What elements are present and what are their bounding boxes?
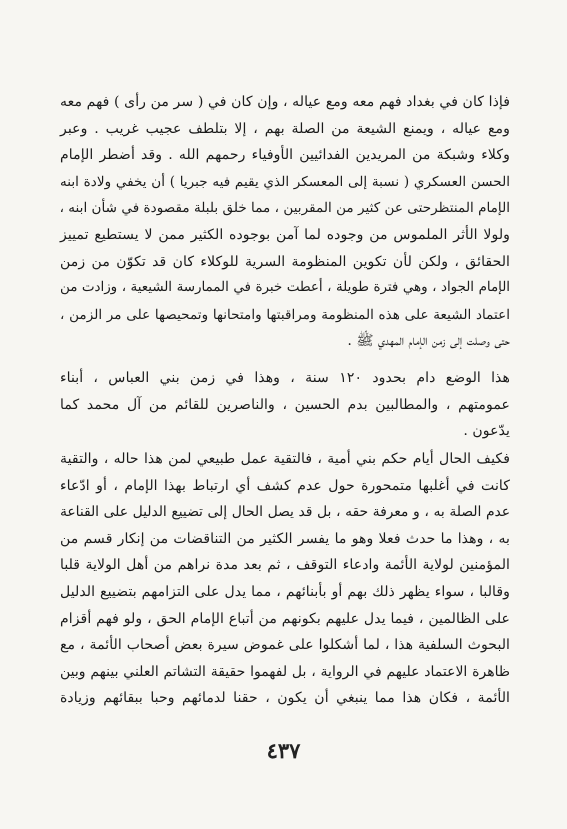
- text-line: كانت في أغلبها متمحورة حول عدم كشف أي ارتباط بهذا الإمام ، أو ادّعاء: [60, 477, 510, 494]
- text-line: المؤمنين لولاية الأئمة وادعاء التوقف ، ثم بعد مدة نراهم من أهل الولاية قلبا: [60, 557, 510, 574]
- text-line: الحسن العسكري ( نسبة إلى المعسكر الذي يقيم فيه جبريا ) أن يخفي ولادة ابنه: [60, 173, 510, 190]
- paragraph-1: [60, 89, 510, 355]
- text-line: وقالبا ، سواء يظهر ذلك بهم أو بأبنائهم ، مما يدل على التزامهم بتضييع الدليل: [60, 583, 510, 600]
- paragraph-3: [60, 446, 510, 712]
- text-line: به ، وهذا ما حدث فعلا وهو ما يفسر الكثير من التناقضات من إنكار قسم من: [60, 530, 510, 547]
- text-line: فإذا كان في بغداد فهم معه ومع عياله ، وإن كان في ( سر من رأى ) فهم معه: [60, 94, 510, 110]
- page-number: ٤٣٧: [266, 738, 301, 763]
- text-line: الإمام المنتظرحتى عن كثير من المقربين ، مما خلق بلبلة مقصودة في شأن ابنه ،: [59, 200, 510, 217]
- text-line: على الظالمين ، فيما يدل عليهم بكونهم من أتباع الإمام الحق ، ولو فهم أقزام: [60, 610, 510, 627]
- text-line: فكيف الحال أيام حكم بني أمية ، فالتقية عمل طبيعي لمن هذا حاله ، والتقية: [60, 451, 510, 467]
- text-line: حتى وصلت إلى زمن الإمام المهدي ﷺ .: [347, 333, 510, 350]
- text-line: عمومتهم ، والمطالبين بدم الحسين ، والناصرين للقائم من آل محمد كما: [60, 396, 510, 413]
- text-line: هذا الوضع دام بحدود ١٢٠ سنة ، وهذا في زمن بني العباس ، أبناء: [60, 370, 510, 386]
- text-line: ومع عياله ، ويمنع الشيعة من الصلة بهم ، إلا بتلطف عجيب غريب . وعبر: [60, 120, 510, 137]
- text-line: الحقائق ، ولكن لأن تكوين المنظومة السرية للوكلاء كان قد تكوّن من زمن: [60, 253, 510, 270]
- text-line: اعتماد الشيعة على هذه المنظومة ومراقبتها وامتحانها وتمحيصها على مر الزمن ،: [60, 306, 510, 323]
- text-line: عدم الصلة به ، و معرفة حقه ، بل قد يصل الحال إلى تضييع الدليل على القناعة: [60, 504, 510, 521]
- text-line: ولولا الأثر الملموس من وجوده لما آمن بوجوده الكثير ممن لا يستطيع تمييز: [60, 226, 510, 243]
- text-line: الإمام الجواد ، وهي فترة طويلة ، أعطت خبرة في الممارسة الشيعية ، وزادت من: [60, 280, 510, 296]
- text-line: البحوث السلفية هذا ، لما أشكلوا على غموض سيرة بعض أصحاب الأئمة ، مع: [60, 637, 510, 654]
- text-line: يدّعون .: [463, 423, 510, 440]
- paragraph-2: [60, 365, 510, 445]
- text-line: وكلاء وشبكة من المريدين الفدائيين الأوفياء رحمهم الله . وقد أضطر الإمام: [60, 147, 510, 164]
- text-line: الأئمة ، فكان هذا مما ينبغي أن يكون ، حقنا لدمائهم وحبا ببقائهم وزيادة: [60, 690, 510, 707]
- text-line: ظاهرة الاعتماد عليهم في الرواية ، بل لفهموا حقيقة التشاتم العلني بينهم وبين: [60, 663, 510, 680]
